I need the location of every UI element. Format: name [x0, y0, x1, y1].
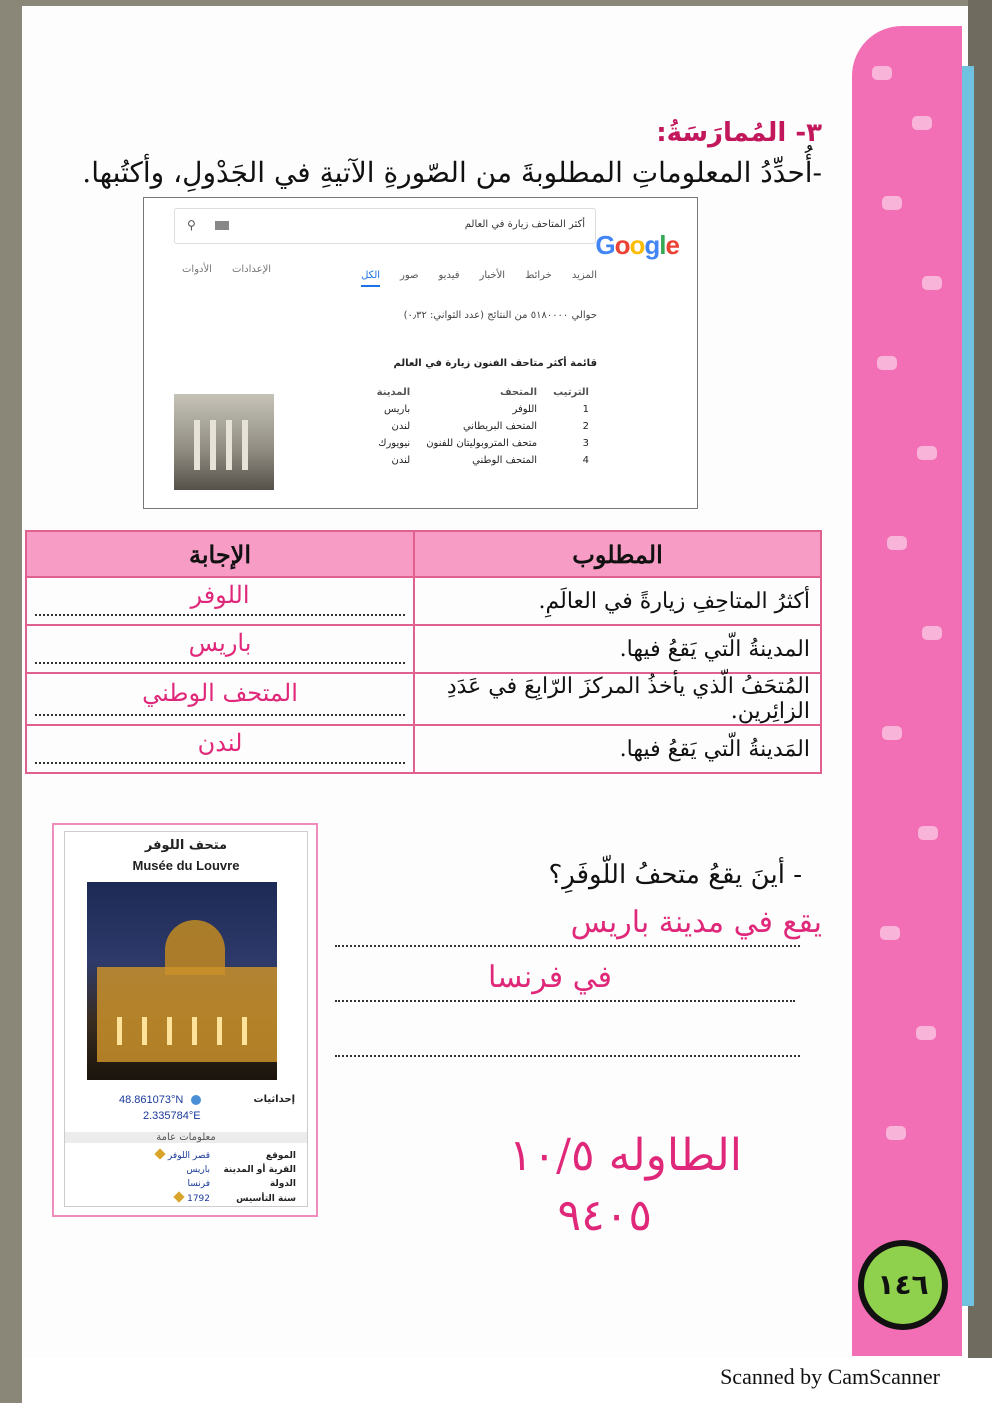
question-cell: أكثرُ المتاحِفِ زيارةً في العالَمِ. [414, 577, 821, 625]
question-cell: المُتحَفُ الّذي يأخذُ المركزَ الرّابِعَ في عَدَدِ الزائِرين. [414, 673, 821, 725]
info-value: باريس [186, 1165, 210, 1175]
settings-link[interactable]: الإعدادات [231, 264, 272, 275]
table-row [73, 1177, 299, 1191]
question-cell: المدينةُ الّتي يَقعُ فيها. [414, 625, 821, 673]
pink-decorative-band [852, 26, 962, 1356]
decor-dot [886, 1126, 906, 1140]
window-light [192, 1017, 197, 1045]
handwritten-note-line-1: الطاوله ١٠/٥ [508, 1130, 742, 1181]
column-header: الترتيب [553, 387, 589, 398]
info-table [73, 1148, 299, 1206]
table-row [73, 1191, 299, 1206]
table-header-row [369, 384, 597, 401]
search-tabs [361, 270, 597, 287]
info-value: فرنسا [187, 1179, 210, 1189]
answer-line-3[interactable] [335, 1055, 800, 1057]
museum-cell: متحف المتروبوليتان للفنون [426, 438, 538, 449]
column-shape [194, 420, 200, 470]
google-logo: Google [595, 230, 679, 260]
rank-cell: 4 [582, 455, 589, 466]
info-value-text: 1792 [187, 1194, 210, 1204]
globe-icon [191, 1095, 201, 1105]
handwritten-answer: لندن [197, 729, 243, 757]
dotted-line [35, 762, 405, 764]
card-title-ar: متحف اللوفر [144, 838, 228, 853]
decor-dot [882, 196, 902, 210]
rank-cell: 2 [582, 421, 589, 432]
table-row [369, 418, 597, 435]
decor-dot [880, 926, 900, 940]
british-museum-thumbnail [174, 394, 274, 490]
card-title-fr: Musée du Louvre [132, 858, 240, 873]
decor-dot [922, 626, 942, 640]
tab-news[interactable]: الأخبار [479, 270, 506, 281]
tab-more[interactable]: المزيد [571, 270, 597, 281]
keyboard-icon [215, 221, 229, 230]
table-row [26, 673, 821, 725]
info-value-text: قصر اللوفر [167, 1151, 210, 1161]
handwritten-answer: المتحف الوطني [142, 679, 298, 707]
table-row [26, 577, 821, 625]
decor-dot [887, 536, 907, 550]
handwritten-answer-line-1: يقع في مدينة باريس [570, 905, 822, 940]
city-cell: نيويورك [378, 438, 411, 449]
window-light [117, 1017, 122, 1045]
dotted-line [35, 614, 405, 616]
decor-dot [917, 446, 937, 460]
museums-table [369, 384, 597, 469]
table-row [369, 401, 597, 418]
handwritten-answer: اللوفر [190, 581, 250, 609]
tab-maps[interactable]: خرائط [525, 270, 552, 281]
column-header: المدينة [376, 387, 411, 398]
section-heading: ٣- المُمارَسَةُ: [656, 118, 822, 148]
city-cell: باريس [384, 404, 411, 415]
table-row [369, 435, 597, 452]
rank-cell: 1 [582, 404, 589, 415]
decor-dot [916, 1026, 936, 1040]
decor-dot [912, 116, 932, 130]
table-row [26, 725, 821, 773]
tab-videos[interactable]: فيديو [438, 270, 460, 281]
answer-line-1[interactable] [335, 945, 800, 947]
answer-table-header [26, 531, 821, 577]
window-light [142, 1017, 147, 1045]
handwritten-answer: باريس [188, 629, 252, 657]
scanner-watermark: Scanned by CamScanner [720, 1364, 940, 1389]
louvre-info-card [52, 823, 318, 1217]
snippet-title: قائمة أكثر متاحف الفنون زيارة في العالم [393, 358, 597, 369]
answer-cell[interactable] [26, 725, 414, 773]
rank-cell: 3 [582, 438, 589, 449]
card-inner [64, 831, 308, 1207]
decor-dot [872, 66, 892, 80]
search-tools [182, 264, 271, 275]
info-heading: معلومات عامة [65, 1132, 307, 1143]
page-number-badge [858, 1240, 948, 1330]
museum-cell: المتحف البريطاني [462, 421, 538, 432]
info-value [73, 1148, 213, 1163]
pencil-icon [154, 1148, 165, 1159]
column-shape [242, 420, 248, 470]
tab-images[interactable]: صور [400, 270, 419, 281]
info-key: الدولة [269, 1179, 296, 1189]
window-light [217, 1017, 222, 1045]
search-icon: ⚲ [187, 218, 196, 232]
table-row [73, 1163, 299, 1177]
building-shape [97, 967, 277, 1062]
answer-cell[interactable] [26, 625, 414, 673]
google-search-screenshot [143, 197, 698, 509]
decor-dot [922, 276, 942, 290]
dotted-line [35, 662, 405, 664]
results-count: حوالي ٥١٨٠٠٠٠ من النتائج (عدد الثواني: ٠٫٣٢) [403, 310, 597, 321]
table-row [26, 625, 821, 673]
museum-cell: المتحف الوطني [472, 455, 538, 466]
tools-link[interactable]: الأدوات [182, 264, 212, 275]
instruction-text: -أُحدِّدُ المعلوماتِ المطلوبةَ من الصّورةِ الآتيةِ في الجَدْولِ، وأكتُبها. [82, 156, 822, 189]
pencil-icon [173, 1191, 184, 1202]
header-required: المطلوب [414, 531, 821, 577]
answer-cell[interactable] [26, 577, 414, 625]
window-light [242, 1017, 247, 1045]
decor-dot [918, 826, 938, 840]
table-row [369, 452, 597, 469]
decor-dot [882, 726, 902, 740]
longitude: 2.335784°E [143, 1110, 201, 1122]
info-key: سنة التأسيس [236, 1193, 296, 1204]
search-input[interactable] [174, 208, 596, 244]
handwritten-note-line-2: ٩٤٠٥ [557, 1190, 652, 1241]
answer-cell[interactable] [26, 673, 414, 725]
city-cell: لندن [391, 421, 411, 432]
question-cell: المَدينةُ الّتي يَقعُ فيها. [414, 725, 821, 773]
question-2: - أينَ يقعُ متحفُ اللّوفَرِ؟ [548, 860, 802, 890]
decor-dot [877, 356, 897, 370]
tab-all[interactable]: الكل [361, 270, 380, 287]
dotted-line [35, 714, 405, 716]
coordinates-label: إحداثيات [253, 1094, 295, 1105]
info-value [73, 1191, 213, 1206]
answer-table [25, 530, 822, 774]
blue-page-edge [962, 66, 974, 1306]
column-shape [226, 420, 232, 470]
museum-cell: اللوفر [512, 404, 538, 415]
search-query: أكثر المتاحف زيارة في العالم [464, 219, 585, 230]
latitude: 48.861073°N [119, 1094, 184, 1106]
city-cell: لندن [391, 455, 411, 466]
info-key: القرية أو المدينة [223, 1165, 296, 1175]
table-row [73, 1148, 299, 1163]
handwritten-answer-line-2: في فرنسا [487, 960, 612, 995]
header-answer: الإجابة [26, 531, 414, 577]
info-key: الموقع [265, 1150, 296, 1161]
column-shape [210, 420, 216, 470]
column-header: المتحف [499, 387, 538, 398]
window-light [167, 1017, 172, 1045]
page-number: ١٤٦ [864, 1246, 942, 1324]
louvre-photo [87, 882, 277, 1080]
answer-line-2[interactable] [335, 1000, 795, 1002]
